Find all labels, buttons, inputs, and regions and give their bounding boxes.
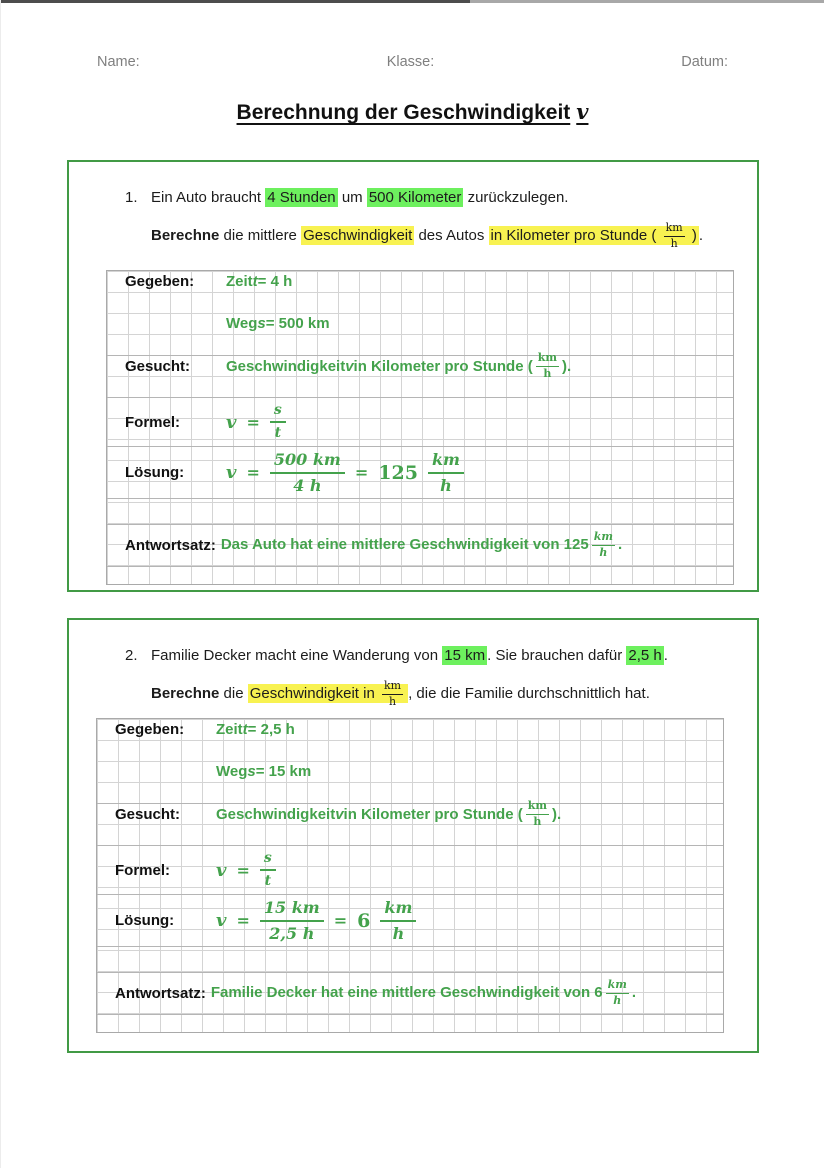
sought-answer: Geschwindigkeit v in Kilometer pro Stunde ( km h ). (216, 799, 562, 828)
sought-label: Gesucht: (115, 806, 181, 823)
km-per-h-fraction: km h (428, 450, 464, 494)
answer-sentence-text: Familie Decker hat eine mittlere Geschwindigkeit von 6 $\frac{km}{h}$ . (210, 978, 637, 1007)
solution-equation: v = $\frac{500 km}{4 h}$ = 125 km h (226, 450, 464, 494)
s-over-t-fraction: $\frac{s}{t}$ (270, 402, 286, 442)
exercise-1-task: Berechne die mittlere Geschwindigkeit des Autos in Kilometer pro Stunde ( $\frac{km}{h}$ ) . (151, 221, 704, 250)
given-distance-answer: Weg s = 15 km (216, 763, 312, 780)
exercise-2-number: 2. (125, 647, 138, 664)
s-over-t-fraction: $\frac{s}{t}$ (260, 850, 276, 890)
answer-table-2 (96, 718, 724, 1033)
name-label: Name: (97, 54, 140, 70)
solution-equation: v = $\frac{15 km}{2,5 h}$ = 6 km h (216, 898, 416, 942)
given-time-answer: Zeit t = 2,5 h (216, 721, 295, 738)
empty-grid-row (107, 566, 733, 586)
title-velocity-variable: v (576, 99, 589, 124)
time-variable: t (242, 721, 248, 738)
sought-row (97, 799, 723, 845)
exercise-1-statement: 1. Ein Auto braucht 4 Stunden um 500 Kilometer zurückzulegen. (125, 189, 569, 206)
formula-label: Formel: (115, 861, 171, 879)
answer-sentence-label: Antwortsatz: (115, 985, 206, 1002)
formula-row (97, 845, 723, 894)
value-fraction: $\frac{15 km}{2,5 h}$ (260, 898, 324, 942)
km-per-h-fraction: $\frac{km}{h}$ (607, 978, 627, 1007)
empty-grid-row (107, 498, 733, 524)
window-top-edge (1, 0, 824, 3)
formula-label: Formel: (125, 413, 181, 431)
exercise-2-box (67, 618, 759, 1053)
km-per-h-fraction: km h (527, 799, 547, 828)
berechne-keyword: Berechne (151, 227, 220, 245)
km-per-h-fraction: km h (537, 351, 557, 380)
velocity-formula: v = $\frac{s}{t}$ (216, 850, 276, 890)
solution-row (107, 446, 733, 498)
result-value: 125 (378, 461, 418, 484)
empty-grid-row (97, 946, 723, 972)
formula-row (107, 397, 733, 446)
answer-sentence-label: Antwortsatz: (125, 537, 216, 554)
exercise-1-number: 1. (125, 189, 138, 206)
given-label: Gegeben: (125, 273, 195, 290)
highlight-speed-unit-term: Geschwindigkeit in $\frac{km}{h}$ (248, 684, 408, 703)
distance-variable: s (257, 315, 266, 332)
answer-sentence-row (97, 972, 723, 1014)
solution-label: Lösung: (115, 912, 175, 929)
sought-answer: Geschwindigkeit v in Kilometer pro Stunde ( km h ). (226, 351, 572, 380)
sought-label: Gesucht: (125, 358, 191, 375)
answer-sentence-row (107, 524, 733, 566)
given-time-answer: Zeit t = 4 h (226, 273, 293, 290)
highlight-distance-value: 15 km (444, 647, 486, 664)
highlight-unit-term: in Kilometer pro Stunde ( $\frac{km}{h}$ ) (490, 221, 697, 250)
solution-label: Lösung: (125, 464, 185, 481)
given-distance-answer: Weg s = 500 km (226, 315, 330, 332)
time-variable: t (252, 273, 258, 290)
given-row (97, 719, 723, 803)
highlight-time-value: 2,5 h (628, 647, 662, 664)
highlight-distance-value: 500 Kilometer (368, 189, 462, 206)
exercise-2-statement: 2. Familie Decker macht eine Wanderung von 15 km . Sie brauchen dafür 2,5 h . (125, 647, 668, 664)
solution-row (97, 894, 723, 946)
km-per-h-fraction: $\frac{km}{h}$ (665, 221, 683, 250)
exercise-2-task: Berechne die Geschwindigkeit in $\frac{km}{h}$ , die die Familie durchschnittlich hat. (151, 679, 650, 708)
exercise-1-box (67, 160, 759, 592)
distance-variable: s (247, 763, 256, 780)
datum-label: Datum: (681, 54, 728, 70)
velocity-variable: v (335, 806, 344, 823)
velocity-variable: v (345, 358, 354, 375)
km-per-h-fraction: km h (380, 898, 416, 942)
answer-sentence-text: Das Auto hat eine mittlere Geschwindigkeit von 125 $\frac{km}{h}$ . (220, 530, 623, 559)
sought-row (107, 351, 733, 397)
value-fraction: $\frac{500 km}{4 h}$ (270, 450, 345, 494)
result-value: 6 (357, 909, 371, 932)
berechne-keyword: Berechne (151, 685, 220, 703)
empty-grid-row (97, 1014, 723, 1034)
highlight-time-value: 4 Stunden (267, 189, 336, 206)
given-label: Gegeben: (115, 721, 185, 738)
klasse-label: Klasse: (386, 54, 435, 70)
header-row (97, 54, 728, 70)
highlight-speed-term: Geschwindigkeit (303, 227, 413, 245)
page-title: Berechnung der Geschwindigkeit v (236, 99, 589, 124)
velocity-formula: v = $\frac{s}{t}$ (226, 402, 286, 442)
answer-table-1 (106, 270, 734, 585)
km-per-h-fraction: $\frac{km}{h}$ (593, 530, 613, 559)
given-row (107, 271, 733, 355)
km-per-h-fraction: $\frac{km}{h}$ (383, 679, 402, 708)
